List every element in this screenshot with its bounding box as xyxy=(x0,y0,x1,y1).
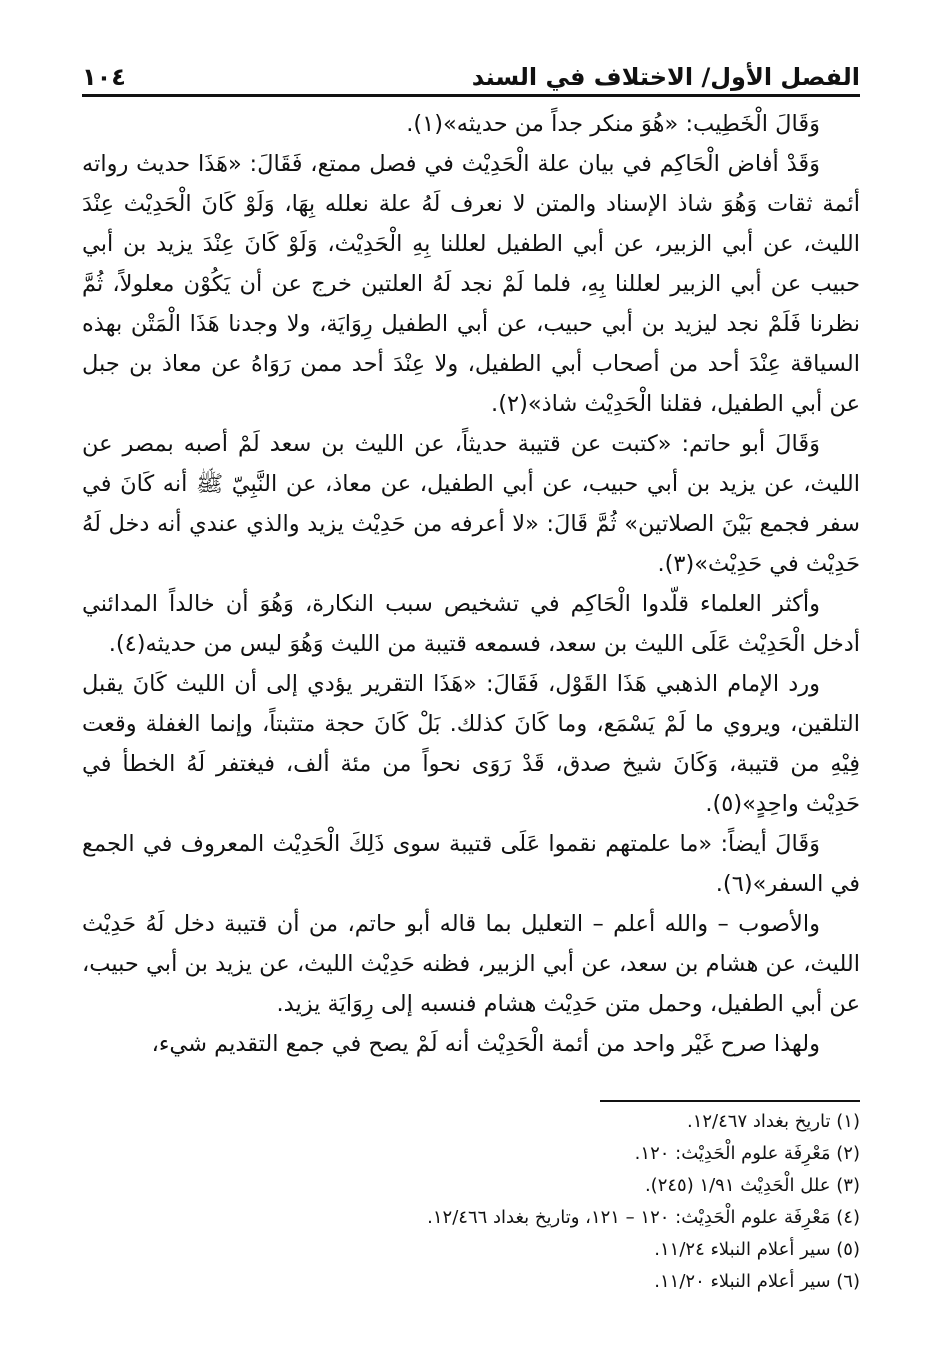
paragraph: وَقَالَ الْخَطِيب: «هُوَ منكر جداً من حديثه»(١). xyxy=(406,111,820,137)
footnote: (٤) مَعْرِفَة علوم الْحَدِيْث: ١٢٠ – ١٢١، وتاريخ بغداد ١٢/٤٦٦. xyxy=(427,1207,860,1228)
paragraph: وَقَدْ أفاض الْحَاكِم في بيان علة الْحَدِيْث في فصل ممتع، فَقَالَ: «هَذَا حديث رواته أئمة ثقات وَهُوَ شاذ الإسناد والمتن لا نعرف لَهُ علة نعلله بِهَا، وَلَوْ كَانَ الْحَدِيْث عِنْدَ الليث، عن أبي الزبير، عن أبي الطفيل لعللنا بِهِ الْحَدِيْث، وَلَوْ كَانَ عِنْدَ يزيد بن أبي حبيب عن أبي الزبير لعللنا بِهِ، فلما لَمْ نجد لَهُ العلتين خرج عن أن يَكُوْن معلولاً، ثُمَّ نظرنا فَلَمْ نجد ليزيد بن أبي حبيب، عن أبي الطفيل رِوَايَة، ولا وجدنا هَذَا الْمَتْن بهذه السياقة عِنْدَ أحد من أصحاب أبي الطفيل، ولا عِنْدَ أحد ممن رَوَاهُ عن معاذ بن جبل عن أبي الطفيل، فقلنا الْحَدِيْث شاذ»(٢). xyxy=(82,151,860,417)
paragraph: ورد الإمام الذهبي هَذَا القَوْل، فَقَالَ: «هَذَا التقرير يؤدي إلى أن الليث كَانَ يقبل التلقين، ويروي ما لَمْ يَسْمَع، وما كَانَ كذلك. بَلْ كَانَ حجة متثبتاً، وإنما الغفلة وقعت فِيْهِ من قتيبة، وَكَانَ شيخ صدق، قَدْ رَوَى نحواً من مئة ألف، فيغتفر لَهُ الخطأ في حَدِيْث واحِدٍ»(٥). xyxy=(82,671,860,817)
header-rule xyxy=(82,94,860,97)
paragraph: وَقَالَ أبو حاتم: «كتبت عن قتيبة حديثاً، عن الليث بن سعد لَمْ أصبه بمصر عن الليث، عن يزيد بن أبي حبيب، عن أبي الطفيل، عن معاذ، عن النَّبِيّ ﷺ أنه كَانَ في سفر فجمع بَيْنَ الصلاتين» ثُمَّ قَالَ: «لا أعرفه من حَدِيْث يزيد والذي عندي أنه دخل لَهُ حَدِيْث في حَدِيْث»(٣). xyxy=(82,431,860,577)
footnote: (٦) سير أعلام النبلاء ١١/٢٠. xyxy=(654,1271,860,1292)
paragraph: والأصوب – والله أعلم – التعليل بما قاله أبو حاتم، من أن قتيبة دخل لَهُ حَدِيْث الليث، عن هشام بن سعد، عن أبي الزبير، فظنه حَدِيْث الليث، عن يزيد بن أبي حبيب، عن أبي الطفيل، وحمل متن حَدِيْث هشام فنسبه إلى رِوَايَة يزيد. xyxy=(82,911,860,1017)
footnote: (٥) سير أعلام النبلاء ١١/٢٤. xyxy=(654,1239,860,1260)
running-header xyxy=(82,58,860,92)
paragraph: ولهذا صرح غَيْر واحد من أئمة الْحَدِيْث أنه لَمْ يصح في جمع التقديم شيء، xyxy=(151,1031,820,1057)
paragraph: وأكثر العلماء قلّدوا الْحَاكِم في تشخيص سبب النكارة، وَهُوَ أن خالداً المدائني أدخل الْحَدِيْث عَلَى الليث بن سعد، فسمعه قتيبة من الليث وَهُوَ ليس من حديثه(٤). xyxy=(82,591,860,657)
chapter-title: الفصل الأول/ الاختلاف في السند xyxy=(471,63,860,91)
paragraph: وَقَالَ أيضاً: «ما علمتهم نقموا عَلَى قتيبة سوى ذَلِكَ الْحَدِيْث المعروف في الجمع في السفر»(٦). xyxy=(82,831,860,897)
main-text xyxy=(82,104,860,1064)
footnote: (١) تاريخ بغداد ١٢/٤٦٧. xyxy=(686,1111,860,1132)
page-number: ١٠٤ xyxy=(82,63,126,91)
footnote: (٢) مَعْرِفَة علوم الْحَدِيْث: ١٢٠. xyxy=(634,1143,860,1164)
footnote: (٣) علل الْحَدِيْث ١/٩١ (٢٤٥). xyxy=(644,1175,860,1196)
footnotes xyxy=(82,1106,860,1298)
footnote-separator xyxy=(600,1100,860,1102)
